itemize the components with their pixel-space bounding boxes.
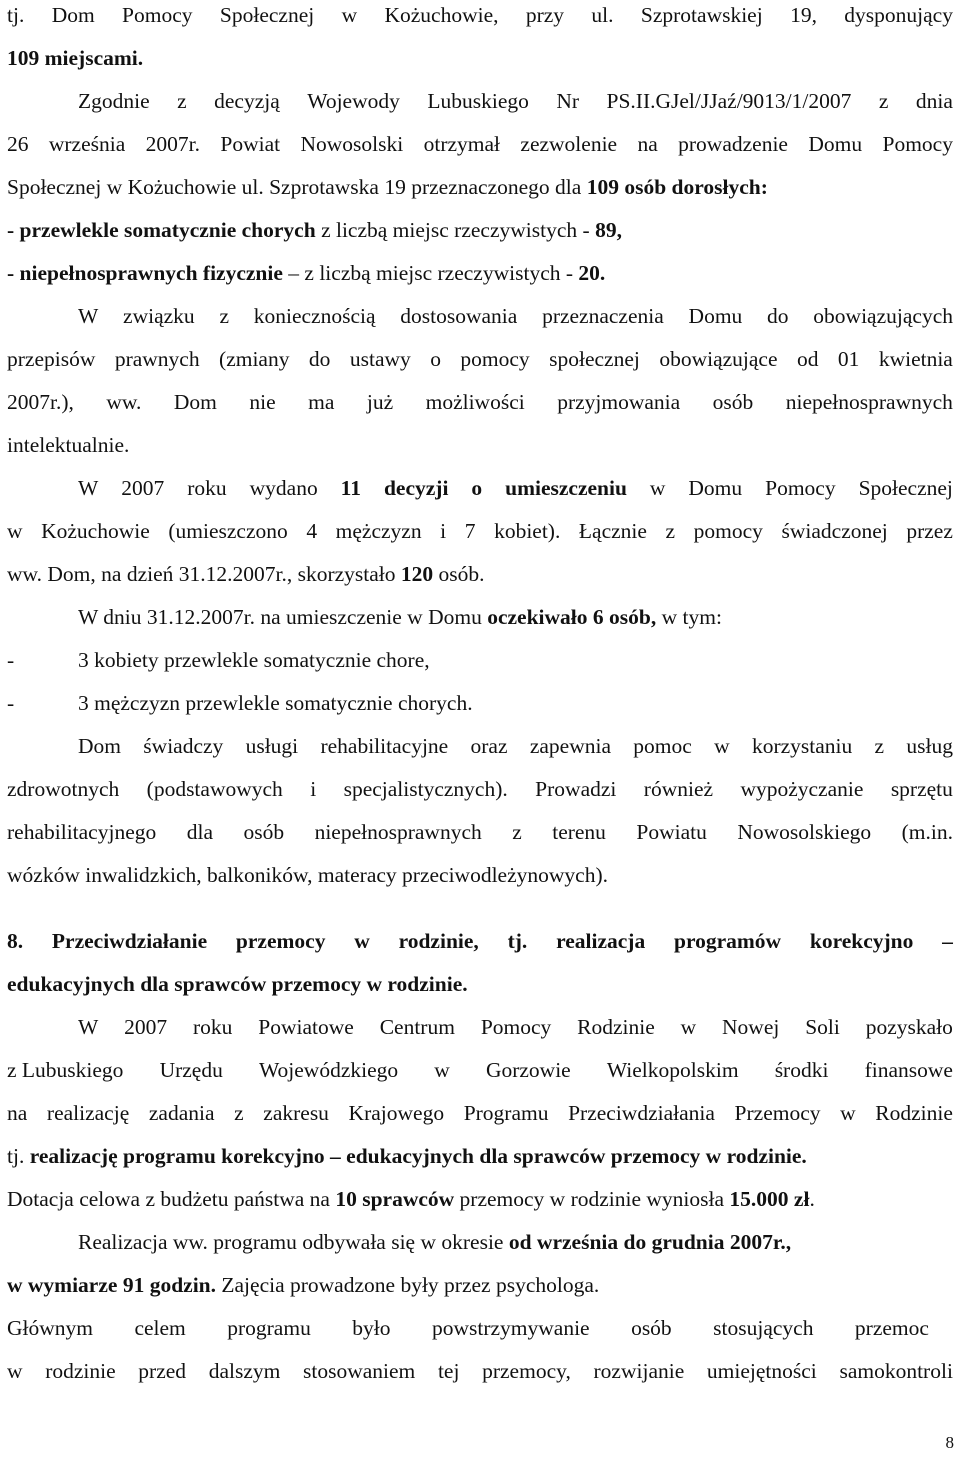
word: prawnych [114,347,200,371]
p9-line-2 [7,1356,953,1386]
word: z [874,734,885,758]
p8-line-1 [78,1227,791,1257]
word: o [430,347,441,371]
p2-line-5-text: – z liczbą miejsc rzeczywistych - [282,261,579,285]
word: dnia [915,89,953,113]
word: przed [138,1359,187,1383]
word: w [341,3,358,27]
p7-line-4-text: tj. [7,1144,30,1168]
word: stosujących [713,1316,814,1340]
list-item-text: 3 kobiety przewlekle somatycznie chore, [78,648,430,672]
p7-line-3 [7,1098,953,1128]
word: o [471,476,483,500]
p2-line-1 [78,86,953,116]
word: kobiet). [494,519,561,543]
word: Przeciwdziałania [568,1101,715,1125]
word: Urzędu [159,1058,223,1082]
word: przepisów [7,347,96,371]
word: realizację [46,1101,130,1125]
word: zakresu [263,1101,329,1125]
word: PS.II.GJel/JJaź/9013/1/2007 [606,89,852,113]
word: (zmiany [219,347,290,371]
word: Lubuskiego [427,89,529,113]
word: związku [123,304,195,328]
word: przemocy [235,929,326,953]
p9-line-1 [7,1313,929,1343]
word: Powiatowe [258,1015,354,1039]
word: Nr [556,89,580,113]
word: od [796,347,819,371]
p2-line-2 [7,129,953,159]
word: w [649,476,666,500]
word: roku [193,1015,233,1039]
word: tj. [7,3,25,27]
p2-line-3-text: Społecznej w Kożuchowie ul. Szprotawska 19 przeznaczonego dla [7,175,587,199]
word: umiejętności [706,1359,817,1383]
word: obowiązujące [659,347,778,371]
word: niepełnosprawnych [785,390,953,414]
p6-line-4 [7,860,608,890]
p6-line-3 [7,817,953,847]
word: Pomocy [480,1015,552,1039]
word: z [665,519,676,543]
word: z [234,1101,244,1125]
p1-line-1 [7,0,953,30]
word: Powiat [220,132,281,156]
word: osób [631,1316,672,1340]
word: programów [673,929,782,953]
list-dash: - [7,691,15,715]
p4-line-3-text: ww. Dom, na dzień 31.12.2007r., skorzystało [7,562,401,586]
word: osób [712,390,754,414]
p7-line-2 [7,1055,953,1085]
word: powstrzymywanie [431,1316,590,1340]
p5-line-1-bold: oczekiwało 6 osób, [487,605,657,629]
word: na [7,1101,28,1125]
p8-line-1-bold: od września do grudnia 2007r., [508,1230,792,1254]
p1-line-2 [7,43,143,73]
word: również [643,777,714,801]
word: zadania [148,1101,215,1125]
word: samokontroli [839,1359,953,1383]
list-item [7,688,473,718]
word: korekcyjno [809,929,914,953]
p7-line-4-bold: realizację programu korekcyjno – edukacyjnych dla sprawców przemocy w rodzinie. [29,1144,807,1168]
word: mężczyzn [335,519,422,543]
p5-line-1-end: w tym: [656,605,722,629]
p4-line-3-end: osób. [433,562,485,586]
word: Nowosolskiego [737,820,872,844]
word: zezwolenie [520,132,618,156]
word: Programu [463,1101,549,1125]
word: dla [186,820,213,844]
p7-line-5-mid: przemocy w rodzinie wyniosła [454,1187,730,1211]
word: programu [227,1316,311,1340]
p4-line-3-bold: 120 [400,562,434,586]
word: pomocy [693,519,763,543]
word: Krajowego [348,1101,445,1125]
word: Powiatu [636,820,707,844]
word: korzystaniu [751,734,853,758]
word: przeznaczenia [542,304,664,328]
word: w [7,1359,23,1383]
p8-line-2 [7,1270,599,1300]
word: terenu [552,820,606,844]
p6-line-1 [78,731,953,761]
word: przemocy, [482,1359,571,1383]
word: Pomocy [122,3,193,27]
p3-line-3 [7,387,953,417]
word: Soli [805,1015,840,1039]
word: rodzinie [45,1359,116,1383]
word: Nowosolski [300,132,404,156]
list-dash: - [7,648,15,672]
word: (m.in. [901,820,953,844]
word: prowadzenie [678,132,788,156]
word: kwietnia [878,347,953,371]
word: realizacja [556,929,646,953]
word: Kożuchowie [41,519,150,543]
word: 01 [837,347,860,371]
word: zapewnia [529,734,611,758]
word: pomocy [460,347,530,371]
word: wypożyczanie [740,777,864,801]
word: Prowadzi [535,777,617,801]
word: 7 [464,519,476,543]
word: umieszczeniu [505,476,627,500]
word: Wojewody [307,89,400,113]
word: w [434,1058,450,1082]
word: ustawy [349,347,411,371]
word: Centrum [379,1015,455,1039]
word: z Lubuskiego [7,1058,124,1082]
word: Rodzinie [577,1015,655,1039]
word: Przemocy [734,1101,821,1125]
word: świadczy [143,734,224,758]
word: i [310,777,317,801]
word: społecznej [549,347,640,371]
word: w [680,1015,697,1039]
word: (umieszczono [168,519,288,543]
p7-line-5-amount: 15.000 zł [729,1187,810,1211]
word: W [78,476,99,500]
word: 2007 [124,1015,168,1039]
word: 19, [790,3,817,27]
word: 26 [7,132,29,156]
word: do [767,304,789,328]
word: 11 [340,476,361,500]
word: roku [187,476,227,500]
word: ww. [106,390,142,414]
word: – [942,929,953,953]
p7-line-1 [78,1012,953,1042]
word: w [7,519,23,543]
word: Dom [78,734,121,758]
word: w [714,734,730,758]
word: decyzją [214,89,280,113]
p2-line-5-bold: - niepełnosprawnych fizycznie [7,261,283,285]
word: z [177,89,187,113]
word: 2007r. [145,132,201,156]
word: przy [525,3,565,27]
p8-line-2-text: Zajęcia prowadzone były przez psychologa. [216,1273,600,1297]
word: Wielkopolskim [606,1058,739,1082]
section-8-heading-text: edukacyjnych dla sprawców przemocy w rodzinie. [7,972,468,996]
word: Nowej [722,1015,780,1039]
word: Domu [688,476,743,500]
word: Kożuchowie, [384,3,499,27]
p6-line-2 [7,774,953,804]
section-8-heading-line-2 [7,969,468,999]
word: Wojewódzkiego [258,1058,399,1082]
p2-line-4-bold: - przewlekle somatycznie chorych [7,218,316,242]
word: 4 [306,519,318,543]
word: ul. [591,3,614,27]
word: Pomocy [882,132,953,156]
p2-line-4-count: 89, [595,218,622,242]
word: otrzymał [423,132,501,156]
p2-line-3 [7,172,768,202]
word: pomoc [633,734,692,758]
word: dostosowania [400,304,518,328]
word: rozwijanie [593,1359,685,1383]
word: tej [437,1359,460,1383]
list-item-text: 3 mężczyzn przewlekle somatycznie chorych. [78,691,473,715]
list-item [7,645,430,675]
word: pozyskało [865,1015,953,1039]
word: Pomocy [765,476,836,500]
word: specjalistycznych). [343,777,508,801]
p3-line-4 [7,430,129,460]
word: obowiązujących [813,304,953,328]
word: Domu [808,132,863,156]
word: Łącznie [578,519,647,543]
word: Gorzowie [485,1058,571,1082]
p2-line-5 [7,258,605,288]
word: w [354,929,370,953]
word: rodzinie, [398,929,479,953]
p7-line-5-end: . [809,1187,815,1211]
word: rehabilitacyjnego [7,820,157,844]
word: z [878,89,889,113]
word: 2007 [121,476,165,500]
word: Społecznej [858,476,953,500]
word: Przeciwdziałanie [51,929,208,953]
word: koniecznością [253,304,376,328]
word: w [840,1101,856,1125]
p2-line-4 [7,215,622,245]
word: z [512,820,522,844]
word: 2007r.), [7,390,74,414]
word: przemoc [854,1316,929,1340]
word: Zgodnie [78,89,150,113]
p7-line-5 [7,1184,815,1214]
p5-line-1-text: W dniu 31.12.2007r. na umieszczenie w Domu [78,605,488,629]
word: dalszym [208,1359,281,1383]
word: Społecznej [219,3,315,27]
word: (podstawowych [146,777,283,801]
word: niepełnosprawnych [314,820,482,844]
word: Głównym [7,1316,93,1340]
word: z [219,304,229,328]
word: świadczonej [781,519,888,543]
word: W [78,1015,99,1039]
word: na [637,132,658,156]
p5-line-1 [78,602,722,632]
p7-line-5-text: Dotacja celowa z budżetu państwa na [7,1187,336,1211]
word: osób [243,820,285,844]
word: stosowaniem [303,1359,416,1383]
word: przez [906,519,953,543]
word: tj. [507,929,528,953]
word: zdrowotnych [7,777,120,801]
word: możliwości [425,390,525,414]
word: 8. [7,929,24,953]
word: Domu [688,304,743,328]
word: sprzętu [890,777,953,801]
p4-line-2 [7,516,953,546]
word: środki [774,1058,829,1082]
word: września [48,132,126,156]
word: Dom [51,3,95,27]
word: i [440,519,447,543]
word: do [308,347,331,371]
word: usługi [245,734,299,758]
p3-line-1 [78,301,953,331]
p6-line-4-text: wózków inwalidzkich, balkoników, materacy przeciwodleżynowych). [7,863,608,887]
word: Szprotawskiej [640,3,763,27]
p8-line-2-bold: w wymiarze 91 godzin. [7,1273,216,1297]
word: celem [134,1316,186,1340]
word: rehabilitacyjne [320,734,449,758]
page-number: 8 [945,1433,954,1452]
word: wydano [249,476,318,500]
places-count: 109 miejscami. [7,46,144,70]
p3-line-4-text: intelektualnie. [7,433,130,457]
p2-line-3-bold: 109 osób dorosłych: [586,175,768,199]
word: decyzji [383,476,449,500]
p8-line-1-text: Realizacja ww. programu odbywała się w okresie [78,1230,509,1254]
word: W [78,304,99,328]
word: nie [249,390,276,414]
word: usług [906,734,953,758]
p3-line-2 [7,344,953,374]
word: już [366,390,394,414]
word: Dom [173,390,217,414]
word: finansowe [864,1058,953,1082]
p2-line-4-text: z liczbą miejsc rzeczywistych - [315,218,596,242]
p2-line-5-count: 20. [578,261,606,285]
section-8-heading-line-1 [7,926,953,956]
word: dysponujący [844,3,953,27]
word: oraz [470,734,508,758]
word: było [352,1316,391,1340]
word: przyjmowania [557,390,681,414]
p4-line-1 [78,473,953,503]
p4-line-3 [7,559,485,589]
p7-line-5-bold: 10 sprawców [335,1187,455,1211]
p7-line-4 [7,1141,807,1171]
word: Rodzinie [875,1101,953,1125]
word: ma [308,390,335,414]
